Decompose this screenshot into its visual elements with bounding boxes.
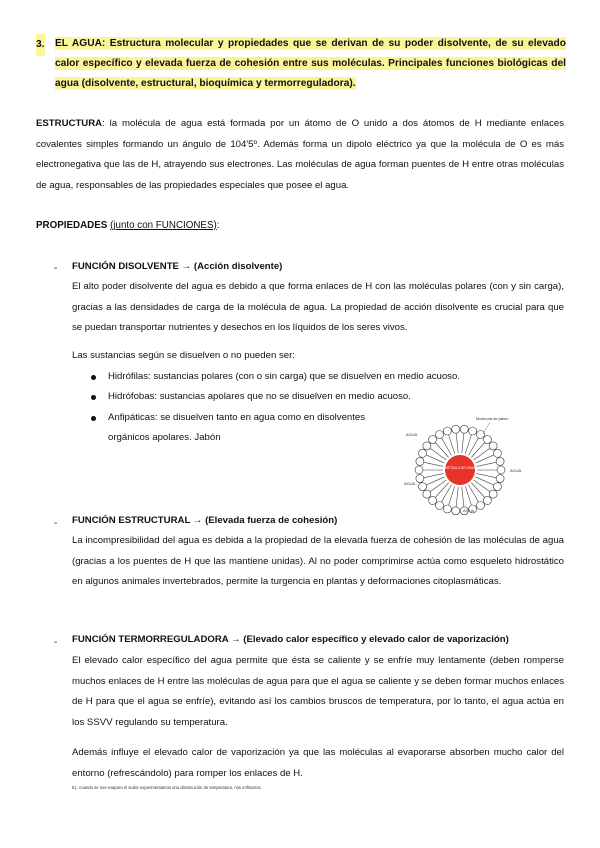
soap-tail	[471, 443, 484, 458]
soap-head	[443, 427, 451, 435]
soap-tail	[442, 438, 452, 455]
soap-head	[436, 502, 444, 510]
propiedades-label: PROPIEDADES	[36, 220, 108, 231]
soap-head	[452, 507, 460, 515]
label-soap-molecule: Molécula de jabón	[476, 416, 509, 421]
soap-tail	[476, 477, 494, 485]
soap-head	[416, 457, 424, 465]
soap-head	[483, 436, 491, 444]
propiedades-colon: :	[216, 220, 220, 231]
soap-head	[483, 496, 491, 504]
soap-head	[429, 496, 437, 504]
heading-number: 3.	[36, 34, 45, 56]
termorreguladora-text2: Además influye el elevado calor de vaporización ya que las moléculas al evaporarse absorben mucho calor del entorno (refrescándolo) para romper los enlaces de H.	[72, 747, 564, 779]
disolvente-dash: -	[54, 263, 58, 274]
grease-particle	[445, 455, 475, 485]
disolvente-title: FUNCIÓN DISOLVENTE → (Acción disolvente)	[72, 261, 283, 272]
soap-head	[477, 502, 485, 510]
section-heading	[36, 34, 566, 94]
disolvente-intro: Las sustancias según se disuelven o no pueden ser:	[72, 350, 295, 361]
soap-tail	[456, 487, 458, 507]
soap-tail	[477, 474, 497, 478]
soap-head	[489, 442, 497, 450]
soap-head	[419, 449, 427, 457]
label-agua: AGUA	[406, 432, 418, 437]
soap-tail	[426, 477, 444, 485]
soap-tail	[465, 486, 471, 505]
label-agua: AGUA	[510, 468, 522, 473]
bullet-anfipaticas: Anfipáticas: se disuelven tanto en agua como en disolventes orgánicos apolares. Jabón	[108, 412, 366, 443]
estructura-paragraph	[36, 114, 564, 196]
estructural-title: FUNCIÓN ESTRUCTURAL → (Elevada fuerza de cohesión)	[72, 515, 338, 526]
soap-head	[423, 490, 431, 498]
soap-tail	[449, 486, 455, 505]
soap-tail	[435, 483, 448, 498]
soap-tail	[430, 448, 446, 460]
soap-head	[460, 425, 468, 433]
bullet-hidrofilas: Hidrófilas: sustancias polares (con o sin carga) que se disuelven en medio acuoso.	[108, 371, 460, 382]
soap-head	[469, 427, 477, 435]
soap-head	[497, 466, 505, 474]
soap-tail	[469, 438, 479, 455]
label-agua: AGUA	[463, 508, 475, 513]
soap-head	[496, 475, 504, 483]
bullet-dot	[91, 375, 96, 380]
soap-tail	[426, 455, 444, 463]
termorreguladora-dash: -	[54, 637, 58, 648]
estructura-label: ESTRUCTURA	[36, 118, 103, 129]
estructural-text: La incompresibilidad del agua es debida a la propiedad de la elevada fuerza de cohesión de las moléculas de agua (gracias a los puentes de H que las mantiene unidas). Al no poder comprimirse actúa como esqueleto hidrostático en algunos animales invertebrados, permite la turgencia en plantas y deformaciones citoplasmáticas.	[72, 535, 564, 587]
propiedades-heading	[36, 216, 436, 237]
soap-head	[493, 449, 501, 457]
soap-tail	[474, 448, 490, 460]
soap-head	[416, 475, 424, 483]
termorreguladora-text: El elevado calor específico del agua permite que ésta se caliente y se enfríe muy lentamente (deben romperse muchos enlaces de H entre las moléculas de agua para que el agua se caliente y se deben formar muchos enlaces de H para que el agua se enfríe), evitando así los cambios bruscos de temperatura, por lo tanto, el agua actúa en los SSVV regulando su temperatura.	[72, 655, 564, 728]
label-pointer	[483, 422, 490, 434]
estructural-dash: -	[54, 518, 58, 529]
micelle-diagram-icon	[398, 412, 533, 520]
soap-tail	[430, 480, 446, 492]
soap-tail	[442, 485, 452, 502]
termorreguladora-title: FUNCIÓN TERMORREGULADORA → (Elevado calor específico y elevado calor de vaporización)	[72, 634, 509, 645]
label-agua: AGUA	[404, 481, 416, 486]
soap-tail	[424, 474, 444, 478]
soap-tail	[465, 435, 471, 454]
soap-head	[429, 436, 437, 444]
soap-tail	[469, 485, 479, 502]
soap-head	[436, 430, 444, 438]
soap-tail	[476, 455, 494, 463]
soap-head	[415, 466, 423, 474]
soap-tail	[435, 443, 448, 458]
soap-tail	[462, 487, 464, 507]
soap-head	[493, 483, 501, 491]
soap-tail	[449, 435, 455, 454]
bullet-dot	[91, 395, 96, 400]
soap-tail	[456, 433, 458, 453]
label-center: PARTÍCULA DE GRASA	[442, 466, 478, 470]
soap-head	[489, 490, 497, 498]
micelle-figure	[398, 412, 533, 520]
soap-head	[477, 430, 485, 438]
soap-tail	[477, 462, 497, 466]
soap-head	[452, 425, 460, 433]
soap-tail	[474, 480, 490, 492]
soap-tail	[462, 433, 464, 453]
propiedades-paren: (junto con FUNCIONES)	[110, 220, 217, 231]
soap-head	[496, 457, 504, 465]
estructura-text: : la molécula de agua está formada por un átomo de O unido a dos átomos de H mediante enlaces covalentes simples formando un ángulo de 104'5º. Además forma un dipolo eléctrico ya que la molécula de O es más electronegativa que las de H, atrayendo sus electrones. Las moléculas de agua forman puentes de H entre otras moléculas de agua, responsables de las propiedades especiales que posee el agua.	[36, 118, 564, 191]
soap-head	[419, 483, 427, 491]
soap-tail	[424, 462, 444, 466]
soap-tail	[471, 483, 484, 498]
heading-text: EL AGUA: Estructura molecular y propiedades que se derivan de su poder disolvente, de su elevado calor específico y elevada fuerza de cohesión entre sus moléculas. Principales funciones biológicas del agua (disolvente, estructural, bioquímica y termorreguladora).	[55, 38, 566, 89]
bullet-dot	[91, 416, 96, 421]
footnote: Ej.: cuando se nos evapora el sudor experimentamos una disminución de temperatura, nos enfriamos.	[72, 785, 262, 790]
bullet-hidrofobas: Hidrófobas: sustancias apolares que no se disuelven en medio acuoso.	[108, 391, 411, 402]
disolvente-text: El alto poder disolvente del agua es debido a que forma enlaces de H con las moléculas polares (con y sin carga), gracias a las densidades de carga de la molécula de agua. La propiedad de acción disolvente es crucial para que se puedan transportar nutrientes y desechos en los líquidos de los seres vivos.	[72, 281, 564, 333]
soap-head	[443, 505, 451, 513]
soap-head	[423, 442, 431, 450]
